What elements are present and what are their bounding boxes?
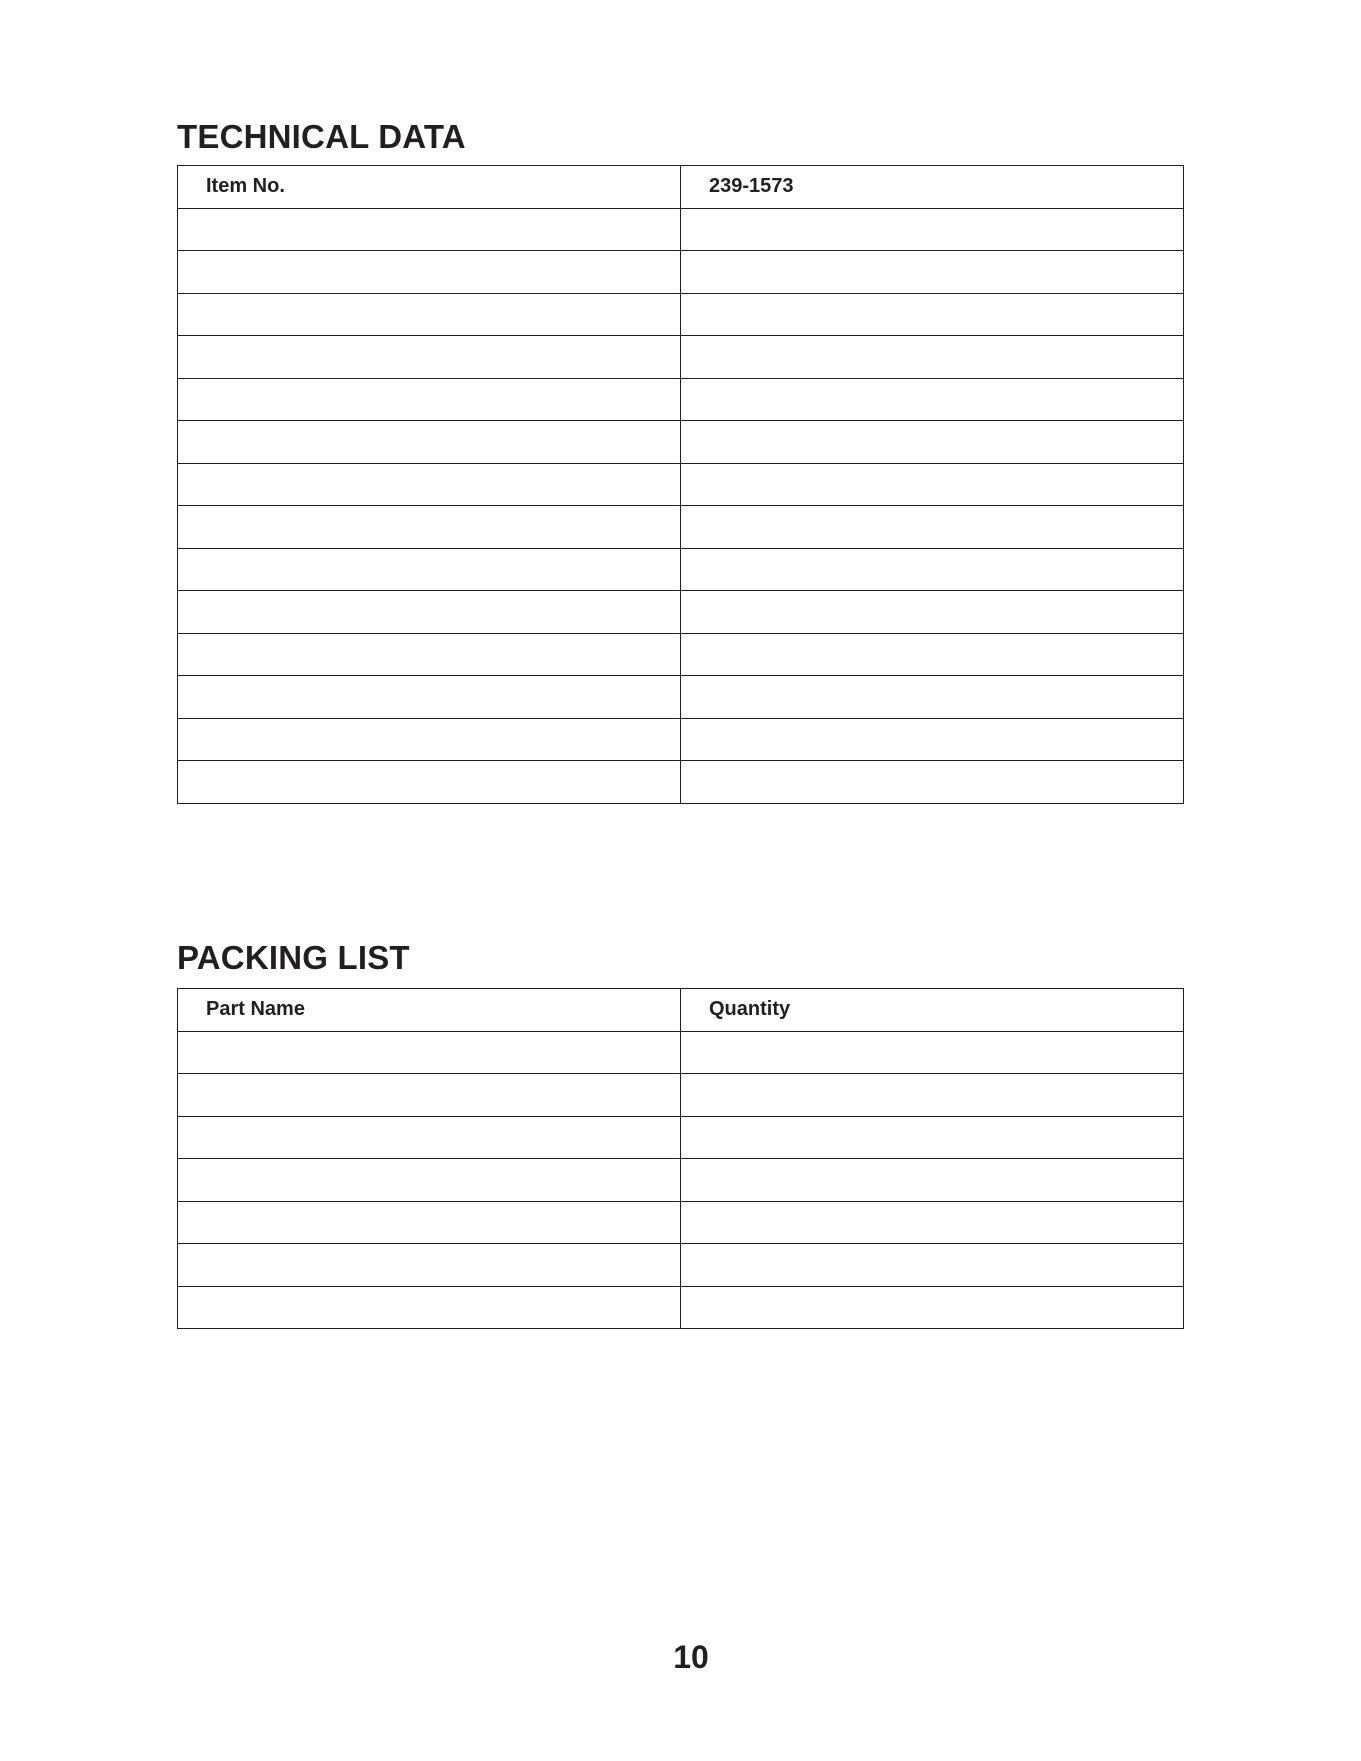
table-cell xyxy=(681,463,1184,506)
table-cell xyxy=(178,506,681,549)
table-cell xyxy=(178,463,681,506)
table-row xyxy=(178,1031,1184,1074)
table-cell xyxy=(681,1031,1184,1074)
table-cell: Item No. xyxy=(178,166,681,209)
table-row xyxy=(178,208,1184,251)
table-row xyxy=(178,1286,1184,1329)
table-cell xyxy=(178,633,681,676)
table-cell xyxy=(681,1116,1184,1159)
table-cell xyxy=(178,761,681,804)
table-cell xyxy=(681,208,1184,251)
table-cell xyxy=(178,1159,681,1202)
table-cell xyxy=(681,718,1184,761)
table-cell xyxy=(178,1201,681,1244)
table-row xyxy=(178,1159,1184,1202)
table-row xyxy=(178,1116,1184,1159)
technical-data-title: TECHNICAL DATA xyxy=(177,118,466,155)
table-cell xyxy=(178,378,681,421)
packing-list-body xyxy=(178,989,1184,1329)
table-cell xyxy=(178,1031,681,1074)
packing-list-title: PACKING LIST xyxy=(177,939,410,976)
table-cell xyxy=(178,548,681,591)
technical-data-table xyxy=(177,165,1184,804)
table-cell xyxy=(681,633,1184,676)
table-row xyxy=(178,633,1184,676)
table-cell xyxy=(178,718,681,761)
table-cell xyxy=(681,336,1184,379)
table-cell xyxy=(681,676,1184,719)
table-cell xyxy=(681,548,1184,591)
table-cell xyxy=(681,1074,1184,1117)
table-row xyxy=(178,591,1184,634)
table-row xyxy=(178,506,1184,549)
table-row xyxy=(178,336,1184,379)
table-cell xyxy=(681,251,1184,294)
table-cell xyxy=(681,293,1184,336)
table-cell xyxy=(178,676,681,719)
table-row xyxy=(178,421,1184,464)
table-row xyxy=(178,761,1184,804)
table-row xyxy=(178,718,1184,761)
table-cell xyxy=(178,336,681,379)
table-cell xyxy=(178,1286,681,1329)
table-cell xyxy=(681,761,1184,804)
packing-list-table xyxy=(177,988,1184,1329)
table-row xyxy=(178,548,1184,591)
table-cell xyxy=(178,293,681,336)
table-row xyxy=(178,251,1184,294)
table-cell: Part Name xyxy=(178,989,681,1032)
table-cell xyxy=(681,1244,1184,1287)
table-cell: 239-1573 xyxy=(681,166,1184,209)
table-row xyxy=(178,166,1184,209)
table-cell xyxy=(681,506,1184,549)
page-number: 10 xyxy=(673,1639,709,1675)
table-row xyxy=(178,293,1184,336)
table-cell xyxy=(178,1074,681,1117)
table-cell xyxy=(178,1244,681,1287)
technical-data-body xyxy=(178,166,1184,804)
table-row xyxy=(178,989,1184,1032)
table-cell xyxy=(178,251,681,294)
table-cell xyxy=(681,1159,1184,1202)
table-row xyxy=(178,1201,1184,1244)
table-cell xyxy=(178,591,681,634)
table-cell xyxy=(681,421,1184,464)
table-row xyxy=(178,463,1184,506)
table-cell xyxy=(681,378,1184,421)
table-row xyxy=(178,1244,1184,1287)
table-row xyxy=(178,1074,1184,1117)
table-cell xyxy=(681,591,1184,634)
table-cell xyxy=(178,1116,681,1159)
table-cell xyxy=(681,1201,1184,1244)
table-cell: Quantity xyxy=(681,989,1184,1032)
table-cell xyxy=(178,421,681,464)
table-cell xyxy=(681,1286,1184,1329)
table-cell xyxy=(178,208,681,251)
table-row xyxy=(178,378,1184,421)
table-row xyxy=(178,676,1184,719)
